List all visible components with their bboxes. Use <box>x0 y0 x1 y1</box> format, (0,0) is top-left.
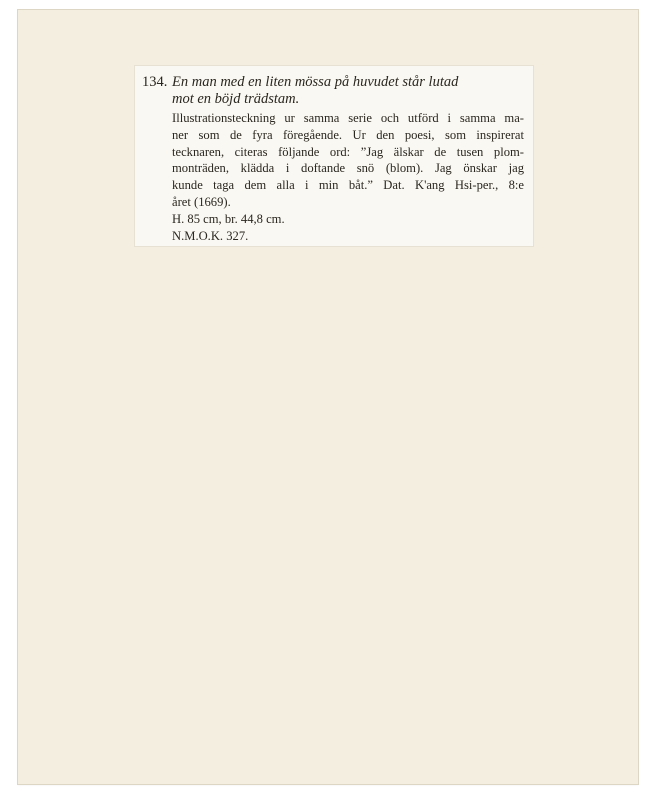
description-line: kunde taga dem alla i min båt.” Dat. K'ang Hsi-per., 8:e <box>172 178 524 193</box>
entry-number: 134. <box>142 74 168 90</box>
entry-dimensions: H. 85 cm, br. 44,8 cm. <box>172 211 285 226</box>
entry-title-line-2: mot en böjd trädstam. <box>172 91 300 107</box>
entry-inventory-number: N.M.O.K. 327. <box>172 228 249 243</box>
description-line: Illustrationsteckning ur samma serie och utförd i samma ma- <box>172 111 524 125</box>
entry-title-line-1: En man med en liten mössa på huvudet står lutad <box>172 74 459 90</box>
catalog-label <box>135 66 533 246</box>
entry-heading <box>142 74 527 108</box>
description-line: monträden, klädda i doftande snö (blom). Jag önskar jag <box>172 161 524 176</box>
description-line: tecknaren, citeras följande ord: ”Jag älskar de tusen plom- <box>172 144 524 159</box>
page-sheet <box>18 10 638 784</box>
entry-description <box>172 110 524 244</box>
description-line: året (1669). <box>172 194 231 209</box>
description-line: ner som de fyra föregående. Ur den poesi, som inspirerat <box>172 127 524 142</box>
